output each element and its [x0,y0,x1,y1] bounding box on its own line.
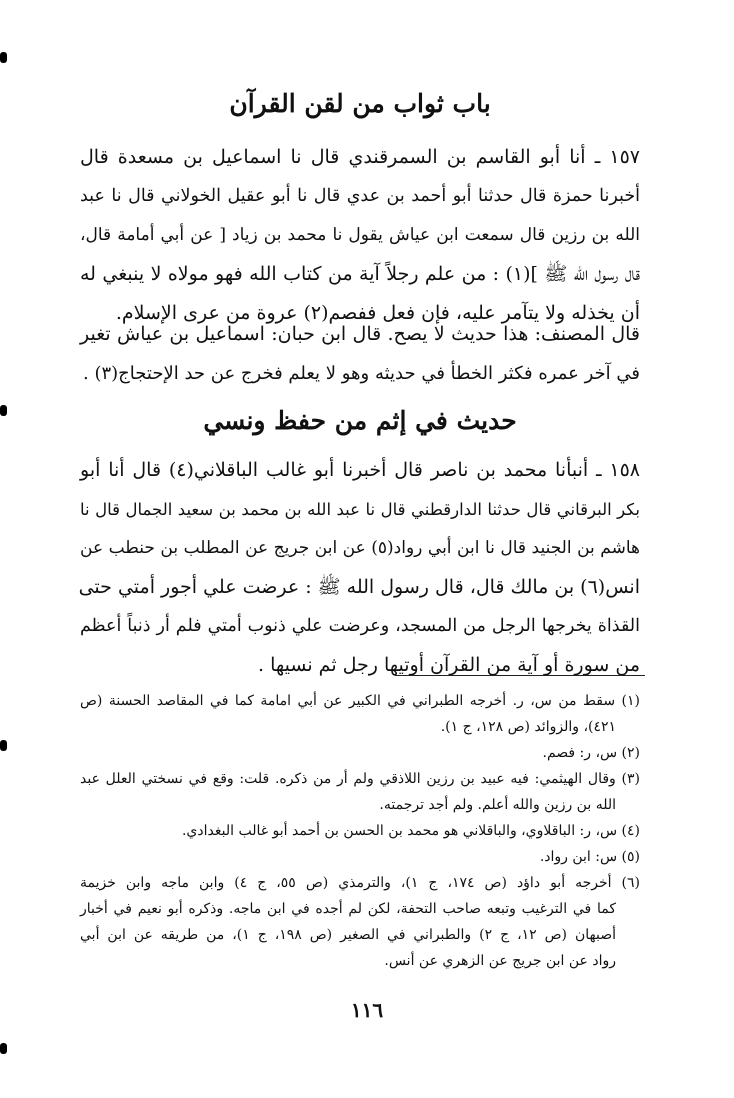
footnote-line: (١) سقط من س، ر. أخرجه الطبراني في الكبير عن أبي امامة كما في المقاصد الحسنة (ص [80,693,640,709]
scan-edge-mark [0,1043,7,1054]
text-line: هاشم بن الجنيد قال نا ابن أبي رواد(٥) عن ابن جريج عن المطلب بن حنطب عن [80,538,640,558]
text-line: القذاة يخرجها الرجل من المسجد، وعرضت علي ذنوب أمتي فلم أر ذنباً أعظم [80,616,640,636]
footnote-line: (٤) س، ر: الباقلاوي، والباقلاني هو محمد بن الحسن بن أحمد أبو غالب البغدادي. [181,823,640,839]
text-line: قال رسول الله ﷺ ](١) : من علم رجلاً آية من كتاب الله فهو مولاه لا ينبغي له [80,263,640,285]
hadith-158 [80,451,640,685]
text-line: من سورة أو آية من القرآن أوتيها رجل ثم نسيها . [258,654,640,676]
footnote-line: (٦) أخرجه أبو داؤد (ص ١٧٤، ج ١)، والترمذي (ص ٥٥، ج ٤) وابن ماجه وابن خزيمة [80,875,640,891]
footnote-line: ٤٢١)، والزوائد (ص ١٢٨، ج ١). [440,719,616,735]
footnote-line: (٢) س، ر: فصم. [542,745,640,761]
text-line: أن يخذله ولا يتآمر عليه، فإن فعل ففصم(٢) عروة من عرى الإسلام. [115,302,640,324]
footnote-divider [395,675,645,676]
text-line: الله بن رزين قال سمعت ابن عياش يقول نا محمد بن زياد [ عن أبي أمامة قال، [80,225,640,245]
text-line: في آخر عمره فكثر الخطأ في حديثه وهو لا يعلم فخرج عن حد الإحتجاج(٣) . [83,363,640,384]
text-line: قال المصنف: هذا حديث لا يصح. قال ابن حبان: اسماعيل بن عياش تغير [80,323,640,345]
author-comment [80,315,640,393]
footnotes [80,688,640,974]
text-line: بكر البرقاني قال حدثنا الدارقطني قال نا عبد الله بن محمد بن سعيد الجمال قال نا [80,500,640,519]
text-line: انس(٦) بن مالك قال، قال رسول الله ﷺ : عرضت علي أجور أمتي حتى [78,576,640,598]
chapter-title: باب ثواب من لقن القرآن [229,89,491,118]
section-title: حديث في إثم من حفظ ونسي [203,406,517,435]
hadith-157 [80,138,640,333]
scan-edge-mark [0,740,7,751]
footnote-line: كما في الترغيب وتبعه صاحب التحفة، لكن لم أجده في ابن ماجه. وذكره أبو نعيم في أخبار [80,901,616,917]
footnote-line: الله بن رزين والله أعلم. ولم أجد ترجمته. [379,797,616,813]
text-line: أخبرنا حمزة قال حدثنا أبو أحمد بن عدي قال نا أبو عقيل الخولاني قال نا عبد [80,186,640,206]
footnote-line: رواد عن ابن جريج عن الزهري عن أنس. [384,953,616,969]
footnote-line: (٥) س: ابن رواد. [539,849,640,865]
footnote-line: (٣) وقال الهيثمي: فيه عبيد بن رزين اللاذقي ولم أر من ذكره. قلت: وقع في نسختي العلل عبد [80,771,640,787]
scan-edge-mark [0,52,7,63]
scan-edge-mark [0,405,7,416]
footnote-line: أصبهان (ص ١٢، ج ٢) والطبراني في الصغير (ص ١٩٨، ج ١)، من طريقه عن ابن أبي [80,927,616,943]
page-number: ١١٦ [350,998,384,1022]
text-line: ١٥٨ ـ أنبأنا محمد بن ناصر قال أخبرنا أبو غالب الباقلاني(٤) قال أنا أبو [80,459,640,481]
text-line: ١٥٧ ـ أنا أبو القاسم بن السمرقندي قال نا اسماعيل بن مسعدة قال [80,146,640,168]
